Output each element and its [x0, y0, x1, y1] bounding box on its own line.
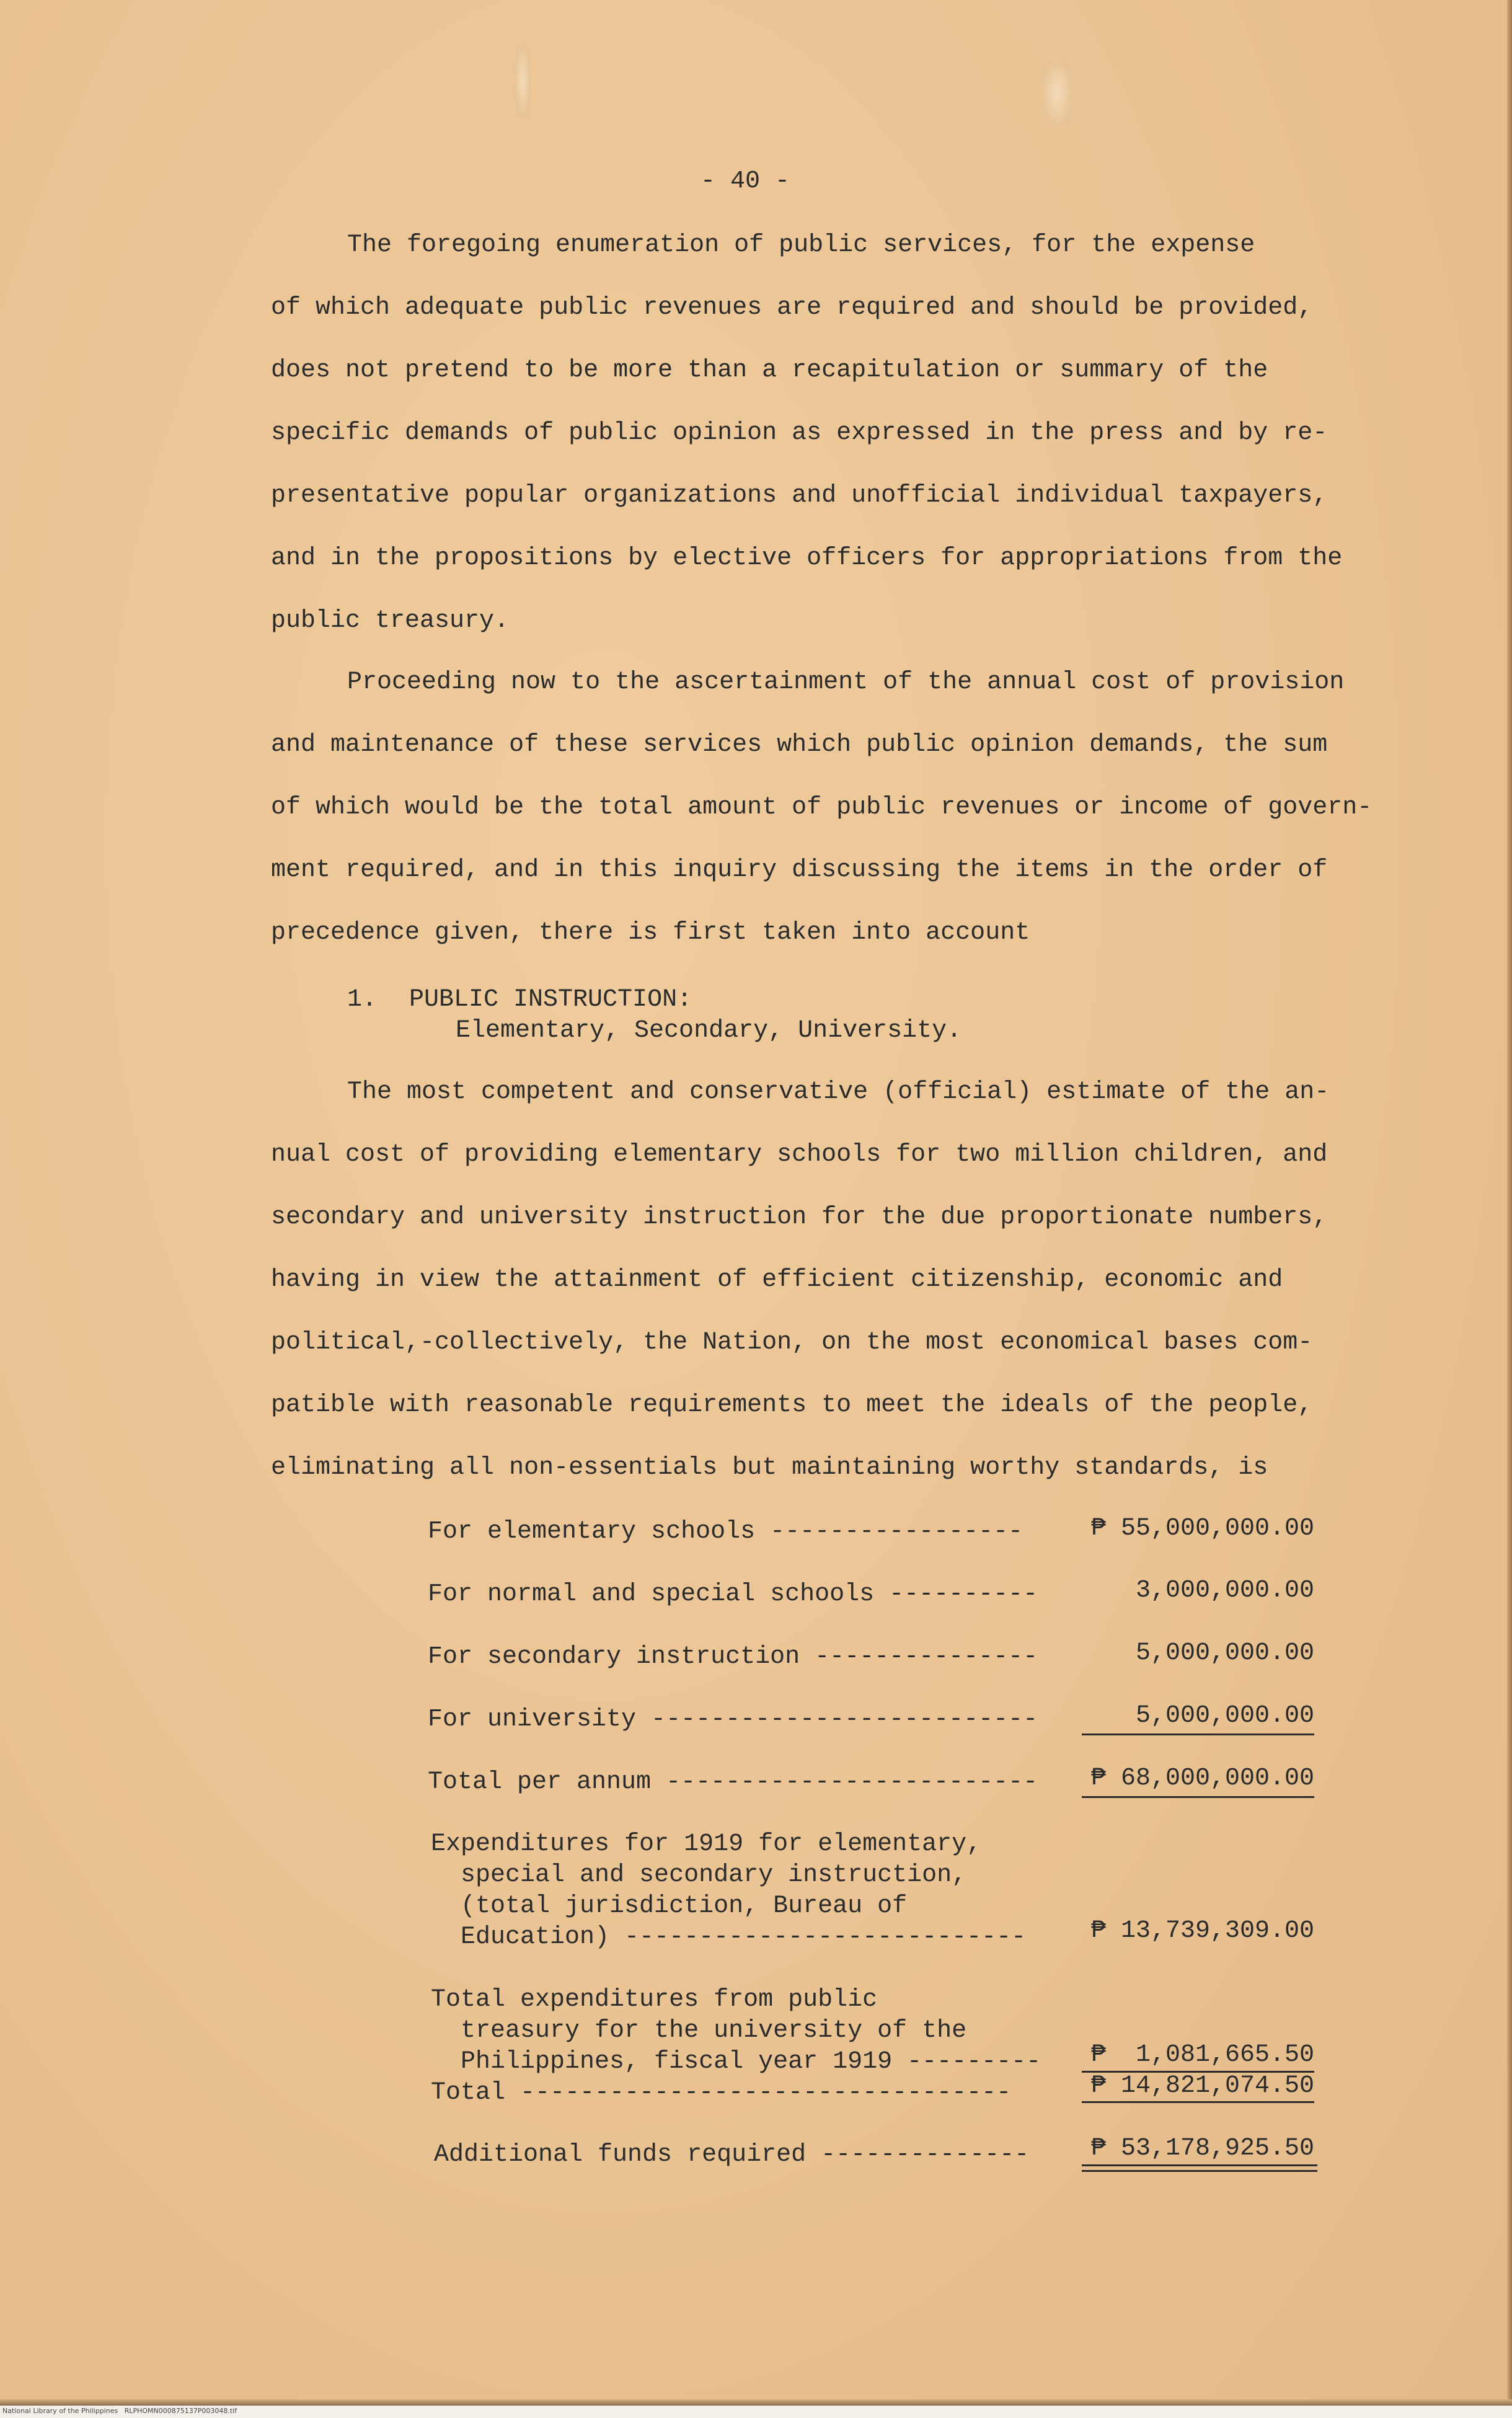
expenditure-education-line: (total jurisdiction, Bureau of	[431, 1892, 908, 1920]
expenditure-university-amount: ₱ 1,081,665.50	[1090, 2041, 1314, 2069]
total-rule	[1082, 1796, 1314, 1798]
page-number: - 40 -	[701, 167, 790, 195]
estimate-amount: 5,000,000.00	[1135, 1639, 1314, 1667]
section-title: PUBLIC INSTRUCTION:	[409, 986, 692, 1014]
estimate-label: For university --------------------------	[428, 1706, 1038, 1734]
section-number: 1.	[347, 986, 378, 1014]
paragraph-1-line: does not pretend to be more than a recapitulation or summary of the	[271, 356, 1268, 384]
estimate-amount: 5,000,000.00	[1135, 1702, 1314, 1730]
expenditure-education-line: Expenditures for 1919 for elementary,	[431, 1830, 982, 1858]
expenditure-education-amount: ₱ 13,739,309.00	[1090, 1917, 1314, 1945]
page-edge-right	[1507, 0, 1512, 2406]
paragraph-1-line: and in the propositions by elective officers for appropriations from the	[271, 544, 1343, 572]
paragraph-2-line: precedence given, there is first taken into account	[271, 919, 1030, 947]
paragraph-2-line: of which would be the total amount of public revenues or income of govern-	[271, 794, 1373, 822]
expenditure-education-line: Education) ---------------------------	[431, 1923, 1027, 1951]
expenditure-university-line: treasury for the university of the	[431, 2017, 967, 2045]
paragraph-1-line: The foregoing enumeration of public services, for the expense	[347, 231, 1255, 259]
estimate-amount: 3,000,000.00	[1135, 1577, 1314, 1605]
paragraph-3-line: political,-collectively, the Nation, on the most economical bases com-	[271, 1329, 1313, 1357]
estimate-total-amount: ₱ 68,000,000.00	[1090, 1765, 1314, 1792]
estimate-label: For secondary instruction ---------------	[428, 1643, 1038, 1671]
paragraph-3-line: patible with reasonable requirements to meet the ideals of the people,	[271, 1391, 1313, 1419]
estimate-label: For elementary schools -----------------	[428, 1518, 1023, 1546]
paragraph-1-line: presentative popular organizations and unofficial individual taxpayers,	[271, 482, 1328, 510]
additional-funds-label: Additional funds required --------------	[434, 2141, 1030, 2169]
expenditure-total-label: Total ---------------------------------	[431, 2079, 1012, 2107]
estimate-total-label: Total per annum -------------------------	[428, 1768, 1038, 1796]
estimate-label: For normal and special schools ----------	[428, 1580, 1038, 1608]
paragraph-1-line: specific demands of public opinion as expressed in the press and by re-	[271, 419, 1328, 447]
paragraph-3-line: nual cost of providing elementary schools for two million children, and	[271, 1141, 1328, 1169]
estimate-amount: ₱ 55,000,000.00	[1090, 1515, 1314, 1543]
paragraph-1-line: public treasury.	[271, 607, 510, 635]
expenditure-university-line: Philippines, fiscal year 1919 ---------	[431, 2048, 1041, 2076]
paragraph-2-line: ment required, and in this inquiry discussing the items in the order of	[271, 856, 1328, 884]
expenditure-education-line: special and secondary instruction,	[431, 1861, 967, 1889]
page-edge-bottom	[0, 2399, 1512, 2406]
paragraph-3-line: having in view the attainment of efficient citizenship, economic and	[271, 1266, 1283, 1294]
paragraph-2-line: and maintenance of these services which public opinion demands, the sum	[271, 731, 1328, 759]
expenditure-university-line: Total expenditures from public	[431, 1986, 878, 2014]
section-subtitle: Elementary, Secondary, University.	[456, 1017, 962, 1045]
paragraph-3-line: eliminating all non-essentials but maintaining worthy standards, is	[271, 1454, 1268, 1482]
footer-credit: National Library of the Philippines RLPHOMN000875137P003048.tif	[2, 2407, 237, 2415]
punch-hole-right	[1041, 59, 1072, 127]
punch-hole-left	[515, 43, 531, 118]
paragraph-3-line: secondary and university instruction for the due proportionate numbers,	[271, 1203, 1328, 1231]
paragraph-2-line: Proceeding now to the ascertainment of the annual cost of provision	[347, 668, 1345, 696]
paragraph-1-line: of which adequate public revenues are required and should be provided,	[271, 294, 1313, 322]
expenditure-total-amount: ₱ 14,821,074.50	[1090, 2072, 1314, 2100]
expenditure-total-rule	[1082, 2101, 1314, 2103]
subtotal-rule	[1082, 1734, 1314, 1735]
paragraph-3-line: The most competent and conservative (official) estimate of the an-	[347, 1078, 1330, 1106]
additional-funds-amount: ₱ 53,178,925.50	[1090, 2135, 1314, 2163]
additional-funds-rule-2	[1082, 2170, 1317, 2172]
additional-funds-rule-1	[1082, 2164, 1317, 2166]
